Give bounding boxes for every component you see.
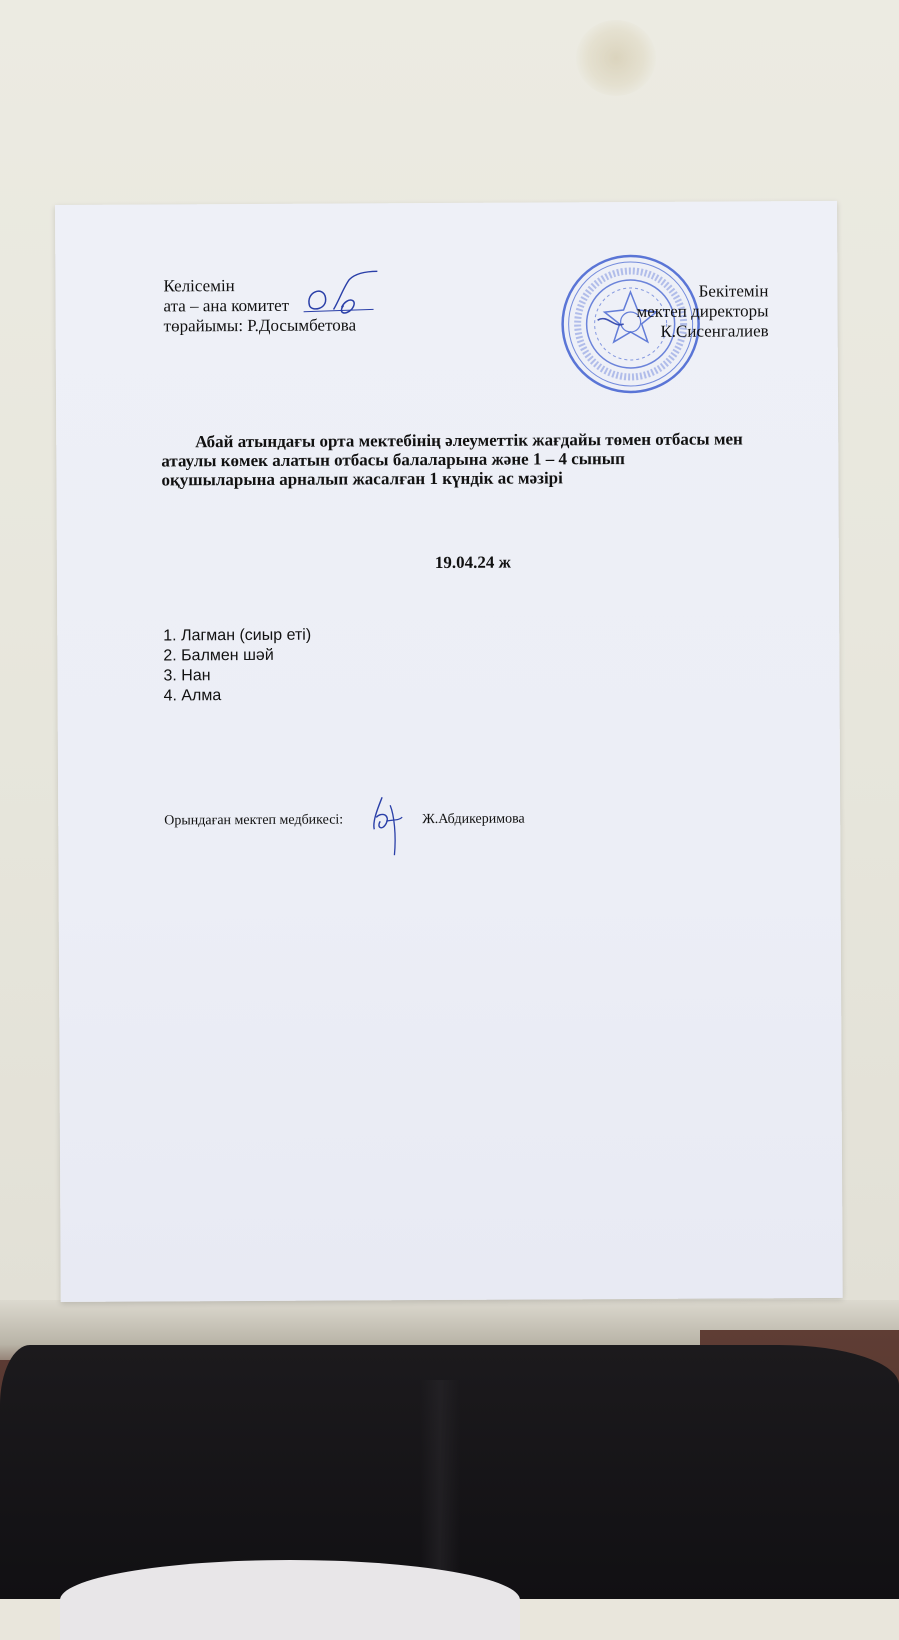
approval-line-2: мектеп директоры bbox=[636, 301, 769, 321]
menu-item: 4. Алма bbox=[163, 687, 222, 705]
document-title bbox=[161, 429, 801, 489]
nurse-signature bbox=[368, 791, 412, 857]
parent-committee-signature bbox=[303, 269, 381, 319]
agreement-line-2: ата – ана комитет bbox=[163, 295, 290, 316]
menu-item: 2. Балмен шәй bbox=[163, 646, 274, 665]
performer-label: Орындаған мектеп медбикесі: bbox=[164, 812, 344, 829]
document-date: 19.04.24 ж bbox=[434, 552, 512, 573]
performer-name: Ж.Абдикеримова bbox=[422, 811, 525, 828]
agreement-line-3: төрайымы: Р.Досымбетова bbox=[163, 315, 357, 336]
menu-item: 3. Нан bbox=[163, 667, 211, 685]
title-line-3: оқушыларына арналып жасалған 1 күндік ас мәзірі bbox=[161, 468, 563, 490]
approval-line-1: Бекітемін bbox=[698, 281, 769, 301]
menu-item: 1. Лагман (сиыр еті) bbox=[163, 626, 312, 645]
table-stain bbox=[576, 20, 656, 96]
approval-line-3: К.Сисенгалиев bbox=[660, 321, 769, 341]
title-line-1: Абай атындағы орта мектебінің әлеуметтік жағдайы төмен отбасы мен bbox=[195, 429, 743, 452]
cloth-fold bbox=[420, 1380, 460, 1599]
agreement-line-1: Келісемін bbox=[163, 276, 235, 296]
white-cloth bbox=[60, 1560, 520, 1640]
title-line-2: атаулы көмек алатын отбасы балаларына және 1 – 4 сынып bbox=[161, 449, 625, 471]
document-page bbox=[55, 201, 843, 1302]
menu-list bbox=[163, 626, 311, 707]
performer-line bbox=[164, 810, 525, 831]
approval-block bbox=[610, 281, 768, 342]
